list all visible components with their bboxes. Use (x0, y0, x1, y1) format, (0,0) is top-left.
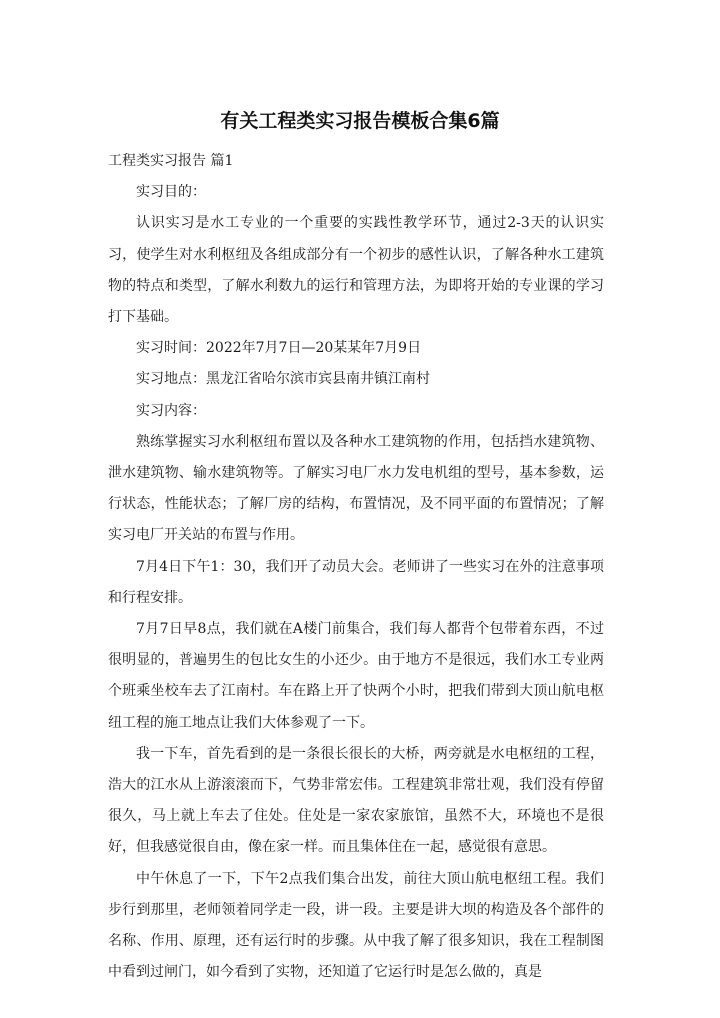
paragraph-content: 熟练掌握实习水利枢纽布置以及各种水工建筑物的作用，包括挡水建筑物、泄水建筑物、输水建筑物等。了解实习电厂水力发电机组的型号，基本参数，运行状态，性能状态；了解厂房的结构，布置情况，及不同平面的布置情况；了解实习电厂开关站的布置与作用。 (108, 433, 604, 544)
paragraph-afternoon: 中午休息了一下，下午2点我们集合出发，前往大顶山航电枢纽工程。我们步行到那里，老师领着同学走一段，讲一段。主要是讲大坝的构造及各个部件的名称、作用、原理，还有运行时的步骤。从中我了解了很多知识，我在工程制图中看到过闸门，如今看到了实物，还知道了它运行时是怎么做的，真是 (108, 870, 604, 981)
document-title: 有关工程类实习报告模板合集6篇 (220, 110, 500, 132)
paragraph-july-4: 7月4日下午1：30，我们开了动员大会。老师讲了一些实习在外的注意事项和行程安排。 (108, 558, 604, 606)
paragraph-time: 实习时间：2022年7月7日—20某某年7月9日 (136, 340, 422, 357)
paragraph-july-7: 7月7日早8点，我们就在A楼门前集合，我们每人都背个包带着东西，不过很明显的，普遍男生的包比女生的小还少。由于地方不是很远，我们水工专业两个班乘坐校车去了江南村。车在路上开了快两个小时，把我们带到大顶山航电枢纽工程的施工地点让我们大体参观了一下。 (108, 621, 604, 731)
paragraph-purpose: 认识实习是水工专业的一个重要的实践性教学环节，通过2-3天的认识实习，使学生对水利枢纽及各组成部分有一个初步的感性认识，了解各种水工建筑物的特点和类型，了解水利数九的运行和管理方法，为即将开始的专业课的学习打下基础。 (108, 215, 604, 326)
section-heading: 工程类实习报告 篇1 (108, 153, 234, 169)
paragraph-arrival: 我一下车，首先看到的是一条很长很长的大桥，两旁就是水电枢纽的工程，浩大的江水从上游滚滚而下，气势非常宏伟。工程建筑非常壮观，我们没有停留很久，马上就上车去了住处。住处是一家农家旅馆，虽然不大，环境也不是很好，但我感觉很自由，像在家一样。而且集体住在一起，感觉很有意思。 (108, 745, 604, 856)
paragraph-purpose-label: 实习目的： (136, 184, 206, 201)
paragraph-location: 实习地点：黑龙江省哈尔滨市宾县南井镇江南村 (136, 371, 430, 388)
document-body (108, 146, 604, 988)
paragraph-content-label: 实习内容： (136, 402, 206, 419)
